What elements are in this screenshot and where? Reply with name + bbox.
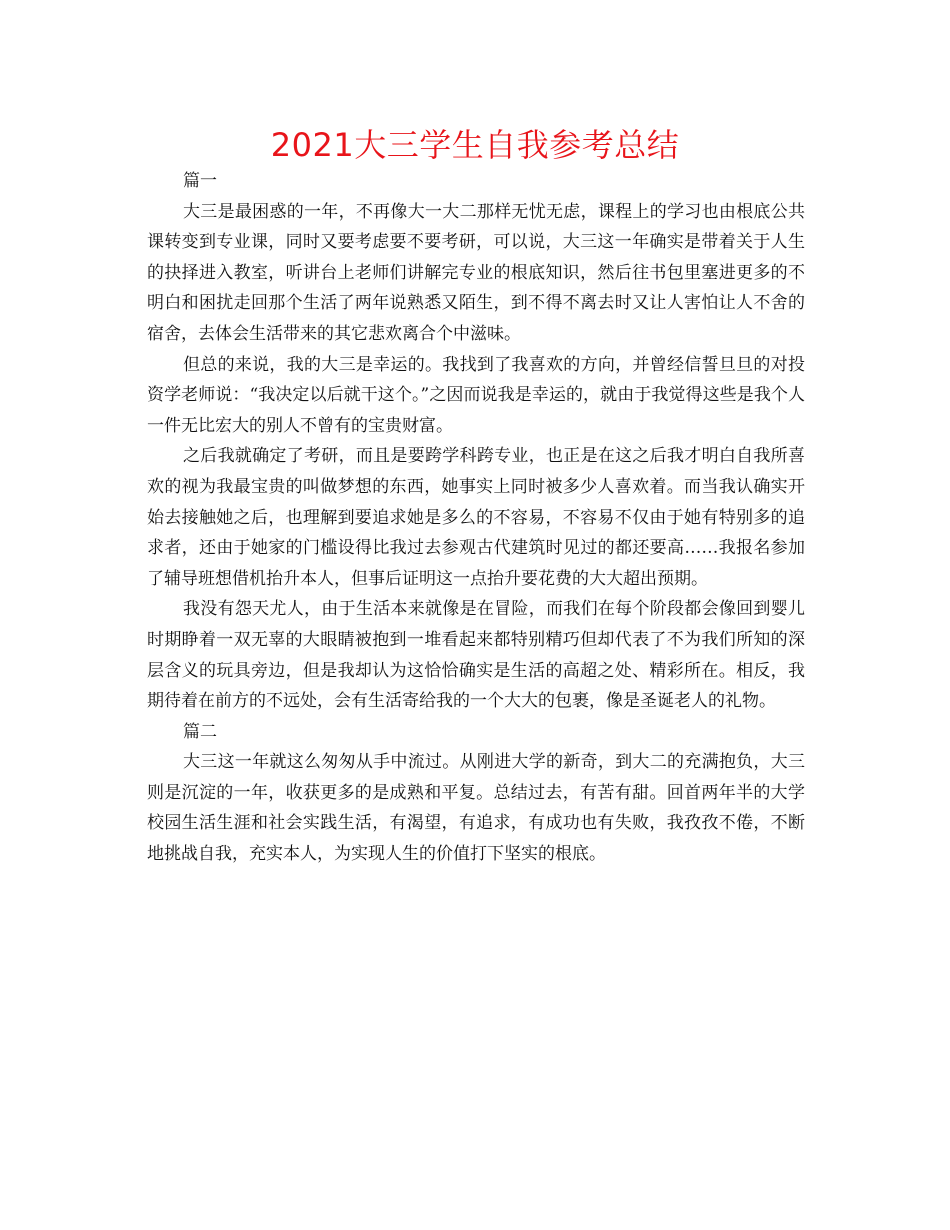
section-heading-1: 篇一 [183,171,217,191]
document-title: 2021大三学生自我参考总结 [270,126,680,164]
paragraph: 我没有怨天尤人，由于生活本来就像是在冒险，而我们在每个阶段都会像回到婴儿时期睁着一双无辜的大眼睛被抱到一堆看起来都特别精巧但却代表了不为我们所知的深层含义的玩具旁边，但是我却认为这恰恰确实是生活的高超之处、精彩所在。相反，我期待着在前方的不远处，会有生活寄给我的一个大大的包裹，像是圣诞老人的礼物。 [147,599,805,712]
paragraph: 之后我就确定了考研，而且是要跨学科跨专业，也正是在这之后我才明白自我所喜欢的视为我最宝贵的叫做梦想的东西，她事实上同时被多少人喜欢着。而当我认确实开始去接触她之后，也理解到要追求她是多么的不容易，不容易不仅由于她有特别多的追求者，还由于她家的门槛设得比我过去参观古代建筑时见过的都还要高……我报名参加了辅导班想借机抬升本人，但事后证明这一点抬升要花费的大大超出预期。 [147,446,805,589]
section-heading-2: 篇二 [183,721,217,742]
paragraph: 大三这一年就这么匆匆从手中流过。从刚进大学的新奇，到大二的充满抱负，大三则是沉淀的一年，收获更多的是成熟和平复。总结过去，有苦有甜。回首两年半的大学校园生活生涯和社会实践生活，有渴望，有追求，有成功也有失败，我孜孜不倦，不断地挑战自我，充实本人，为实现人生的价值打下坚实的根底。 [147,752,805,865]
paragraph: 大三是最困惑的一年，不再像大一大二那样无忧无虑，课程上的学习也由根底公共课转变到专业课，同时又要考虑要不要考研，可以说，大三这一年确实是带着关于人生的抉择进入教室，听讲台上老师们讲解完专业的根底知识，然后往书包里塞进更多的不明白和困扰走回那个生活了两年说熟悉又陌生，到不得不离去时又让人害怕让人不舍的宿舍，去体会生活带来的其它悲欢离合个中滋味。 [147,201,805,344]
document-body [147,166,805,870]
paragraph: 但总的来说，我的大三是幸运的。我找到了我喜欢的方向，并曾经信誓旦旦的对投资学老师说：“我决定以后就干这个。”之因而说我是幸运的，就由于我觉得这些是我个人一件无比宏大的别人不曾有的宝贵财富。 [147,354,805,436]
